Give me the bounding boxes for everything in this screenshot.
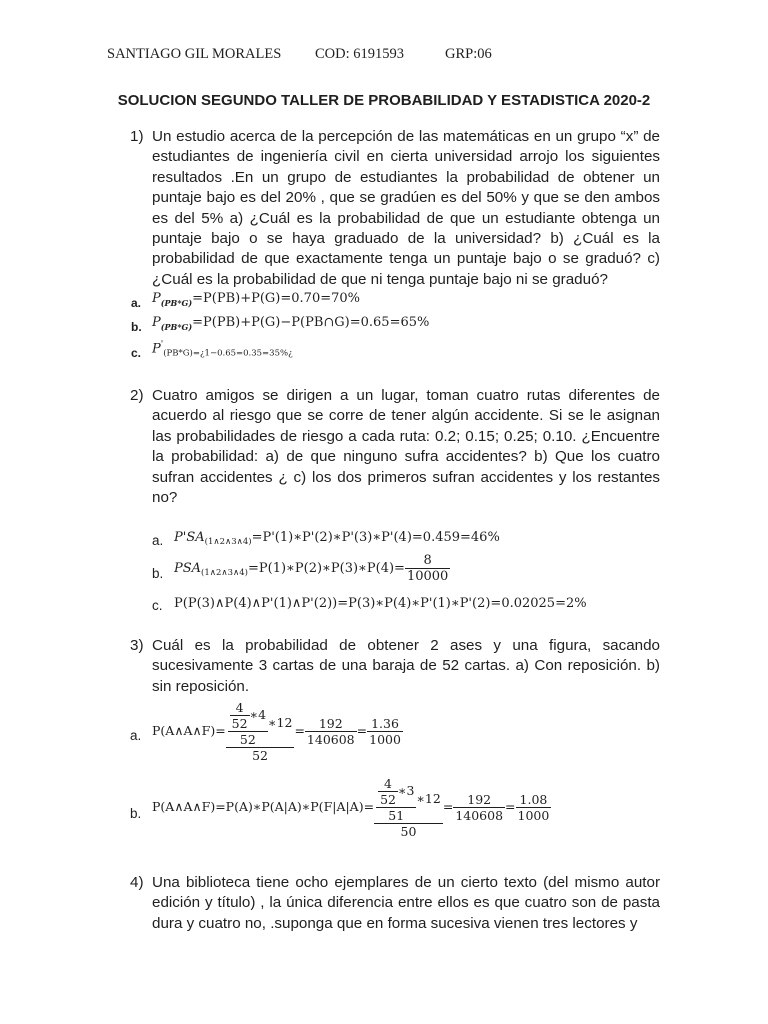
subscript: (PB*G) [160,322,193,332]
answer-label: c. [152,598,163,613]
numerator [228,700,268,732]
document-title: SOLUCION SEGUNDO TALLER DE PROBABILIDAD Y ESTADISTICA 2020-2 [117,92,651,109]
numerator: 8 [405,553,450,569]
multiplier: ∗12 [416,791,441,806]
answer-1a: $P_{(PB*G)}=P(PB)+P(G)=0.70=70\%$ [152,291,361,308]
numerator [226,700,295,748]
question-number: 2) [130,387,144,404]
question-number: 3) [130,637,144,654]
answer-label: a. [131,296,142,310]
equation-mid: =P(1)∗P(2)∗P(3)∗P(4)= [247,561,405,576]
denominator: 50 [400,824,417,839]
denominator: 51 [388,808,405,823]
fraction [405,553,450,584]
denominator: 52 [252,748,268,763]
numerator: 4 [378,776,398,792]
fraction [453,792,505,823]
equation-rhs: =P(PB)+P(G)−P(PB∩G)=0.65=65% [192,315,430,330]
denominator: 1000 [517,808,550,823]
question-text: Una biblioteca tiene ocho ejemplares de un cierto texto (del mismo autor edición y título) , la única diferencia entre ellos es que cuatro son de pasta dura y cuatro no, .suponga que en forma sucesiva vienen tres lectores y [152,874,660,932]
answer-label: b. [131,320,142,334]
answer-3a: P(A∧A∧F)= $\frac{4}{52}$ ∗4 52 ∗12 52 = $\frac{192}{140608}$ = $\frac{1.36}{1000}$ [152,700,401,763]
equation-lhs: P(A∧A∧F)= [152,723,226,738]
question-number: 1) [130,128,144,145]
numerator: 192 [305,716,357,732]
question-text: Cuatro amigos se dirigen a un lugar, toman cuatro rutas diferentes de acuerdo al riesgo que se corre de tener algún accidente. Si se le asignan las probabilidades de riesgo a cada ruta: 0.2; 0.15; 0.25; 0.10. ¿Encuentre la probabilidad: a) de que ninguno sufra accidentes? b) Que los cuatro sufran accidentes ¿ c) los dos primeros sufran accidentes y los restantes no? [152,387,660,507]
numerator: 1.36 [367,716,403,732]
fraction [374,776,443,839]
fraction [516,792,552,823]
student-header [107,46,492,63]
student-code: COD: 6191593 [315,46,405,62]
denominator: 1000 [369,732,401,747]
denominator: 52 [231,716,248,731]
fraction [376,776,416,823]
student-group: GRP:06 [445,46,492,62]
answer-1c: $P'_{(PB*G)=¿1-0.65=0.35=35\%¿}$ [152,340,293,359]
denominator: 52 [239,732,256,747]
question-2 [130,386,660,508]
answer-label: a. [152,533,164,548]
question-text: Un estudio acerca de la percepción de las matemáticas en un grupo “x” de estudiantes de ingeniería civil en cierta universidad arrojo los siguientes resultados .En un grupo de estudiantes la probabilidad de obtener un puntaje bajo es del 20% , que se gradúen es del 50% y que se den ambos es del 5% a) ¿Cuál es la probabilidad de que un estudiante obtenga un puntaje bajo o se haya graduado de la universidad? b) ¿Cuál es la probabilidad de que exactamente tenga un puntaje bajo o se graduó? c) ¿Cuál es la probabilidad de que ni tenga puntaje bajo ni se graduó? [152,128,660,288]
answer-2c: P(P(3)∧P(4)∧P'(1)∧P'(2))=P(3)∗P(4)∗P'(1)∗P'(2)=0.02025=2% [174,596,587,611]
fraction [226,700,295,763]
numerator: 1.08 [516,792,552,808]
equation-tail: (PB*G)=¿1−0.65=0.35=35%¿ [163,348,293,359]
answer-label: a. [130,728,142,743]
answer-label: c. [131,346,142,360]
question-1 [130,127,660,290]
numerator [376,776,416,808]
denominator: 140608 [455,808,504,823]
multiplier: ∗4 [249,707,267,722]
multiplier: ∗3 [397,783,415,798]
numerator: 192 [453,792,505,808]
fraction [230,700,250,731]
answer-2a: $P'SA_{(1\wedge 2\wedge 3\wedge 4)}=P'(1)∗P'(2)∗P'(3)∗P'(4)=0.459=46\%$ [174,530,500,547]
answer-2b: $PSA_{(1\wedge 2\wedge 3\wedge 4)}=P(1)∗P(2)∗P(3)∗P(4)=$ $\frac{8}{10000}$ [174,553,449,584]
denominator: 10000 [406,569,449,584]
student-name: SANTIAGO GIL MORALES [107,46,282,62]
equation-rhs: =P(PB)+P(G)=0.70=70% [192,291,361,306]
equation-rhs: =P'(1)∗P'(2)∗P'(3)∗P'(4)=0.459=46% [251,530,500,545]
denominator: 140608 [306,732,355,747]
question-4 [130,873,660,934]
multiplier: ∗12 [268,715,293,730]
answer-3b: P(A∧A∧F)=P(A)∗P(A|A)∗P(F|A|A)= $\frac{4}{52}$ ∗3 51 ∗12 50 = $\frac{192}{140608}$ = $\frac{1.08}{1000}$ [152,776,550,839]
fraction [305,716,357,747]
denominator: 52 [380,792,396,807]
numerator: 4 [230,700,250,716]
question-3 [130,636,660,697]
answer-label: b. [152,566,164,581]
subscript: (1∧2∧3∧4) [201,568,248,578]
answer-label: b. [130,806,142,821]
question-text: Cuál es la probabilidad de obtener 2 ases y una figura, sacando sucesivamente 3 cartas de una baraja de 52 cartas. a) Con reposición. b) sin reposición. [152,637,660,695]
numerator [374,776,443,824]
fraction [378,776,398,807]
subscript: (1∧2∧3∧4) [204,537,252,547]
fraction [367,716,403,747]
subscript: (PB*G) [160,298,193,308]
fraction [228,700,268,747]
equation-lhs: P(A∧A∧F)=P(A)∗P(A|A)∗P(F|A|A)= [152,799,375,814]
answer-1b: $P_{(PB*G)}=P(PB)+P(G)-P(PB\cap G)=0.65=65\%$ [152,315,430,332]
question-number: 4) [130,874,144,891]
